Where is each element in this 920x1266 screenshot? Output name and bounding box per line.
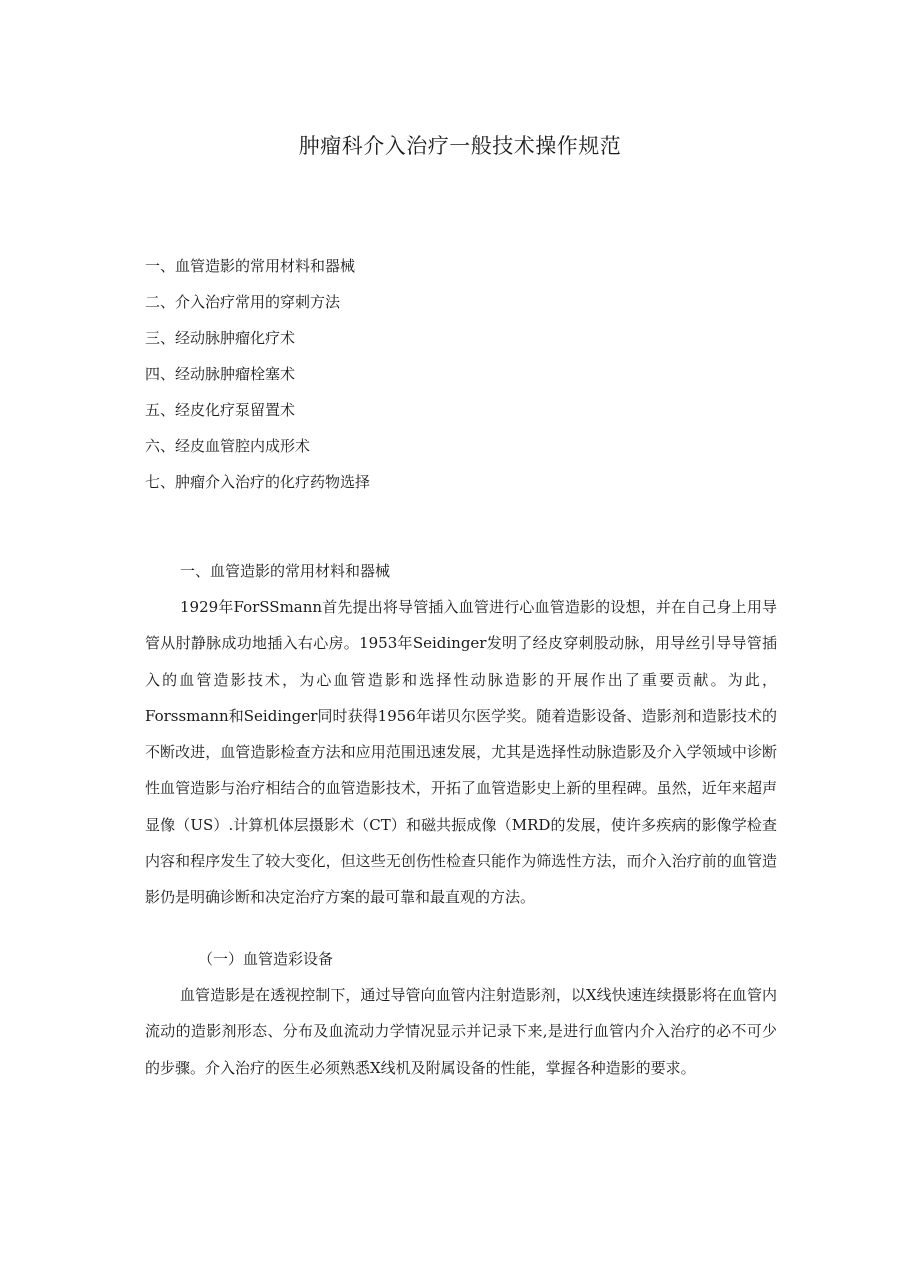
toc-item-4: 四、经动脉肿瘤栓塞术: [145, 365, 296, 383]
toc-item-3: 三、经动脉肿瘤化疗术: [145, 329, 296, 347]
toc-item-6: 六、经皮血管腔内成形术: [145, 437, 311, 455]
page-title: 肿瘤科介入治疗一般技术操作规范: [298, 134, 622, 158]
subsection-heading: （一）血管造彩设备: [198, 950, 334, 968]
toc-item-5: 五、经皮化疗泵留置术: [145, 401, 296, 419]
toc-item-1: 一、血管造影的常用材料和器械: [145, 257, 356, 275]
toc-item-7: 七、肿瘤介入治疗的化疗药物选择: [145, 473, 371, 491]
body-paragraph-history: 1929年ForSSmann首先提出将导管插入血管进行心血管造影的设想，并在自己身上用导管从肘静脉成功地插入右心房。1953年Seidinger发明了经皮穿刺股动脉，用导丝引导导管插入的血管造影技术，为心血管造影和选择性动脉造影的开展作出了重要贡献。为此，Forssmann和Seidinger同时获得1956年诺贝尔医学奖。随着造影设备、造影剂和造影技术的不断改进，血管造影检查方法和应用范围迅速发展，尤其是选择性动脉造影及介入学领域中诊断性血管造影与治疗相结合的血管造影技术，开拓了血管造影史上新的里程碑。虽然，近年来超声显像（US）.计算机体层摄影术（CT）和磁共振成像（MRD的发展，使许多疾病的影像学检查内容和程序发生了较大变化，但这些无创伤性检查只能作为筛选性方法，而介入治疗前的血管造影仍是明确诊断和决定治疗方案的最可靠和最直观的方法。: [145, 598, 777, 907]
section-heading: 一、血管造影的常用材料和器械: [180, 562, 391, 580]
table-of-contents: [145, 248, 370, 500]
toc-item-2: 二、介入治疗常用的穿刺方法: [145, 293, 341, 311]
body-paragraph-equipment: 血管造影是在透视控制下，通过导管向血管内注射造影剂，以X线快速连续摄影将在血管内流动的造影剂形态、分布及血流动力学情况显示并记录下来,是进行血管内介入治疗的必不可少的步骤。介入治疗的医生必须熟悉X线机及附属设备的性能，掌握各种造影的要求。: [145, 986, 777, 1077]
